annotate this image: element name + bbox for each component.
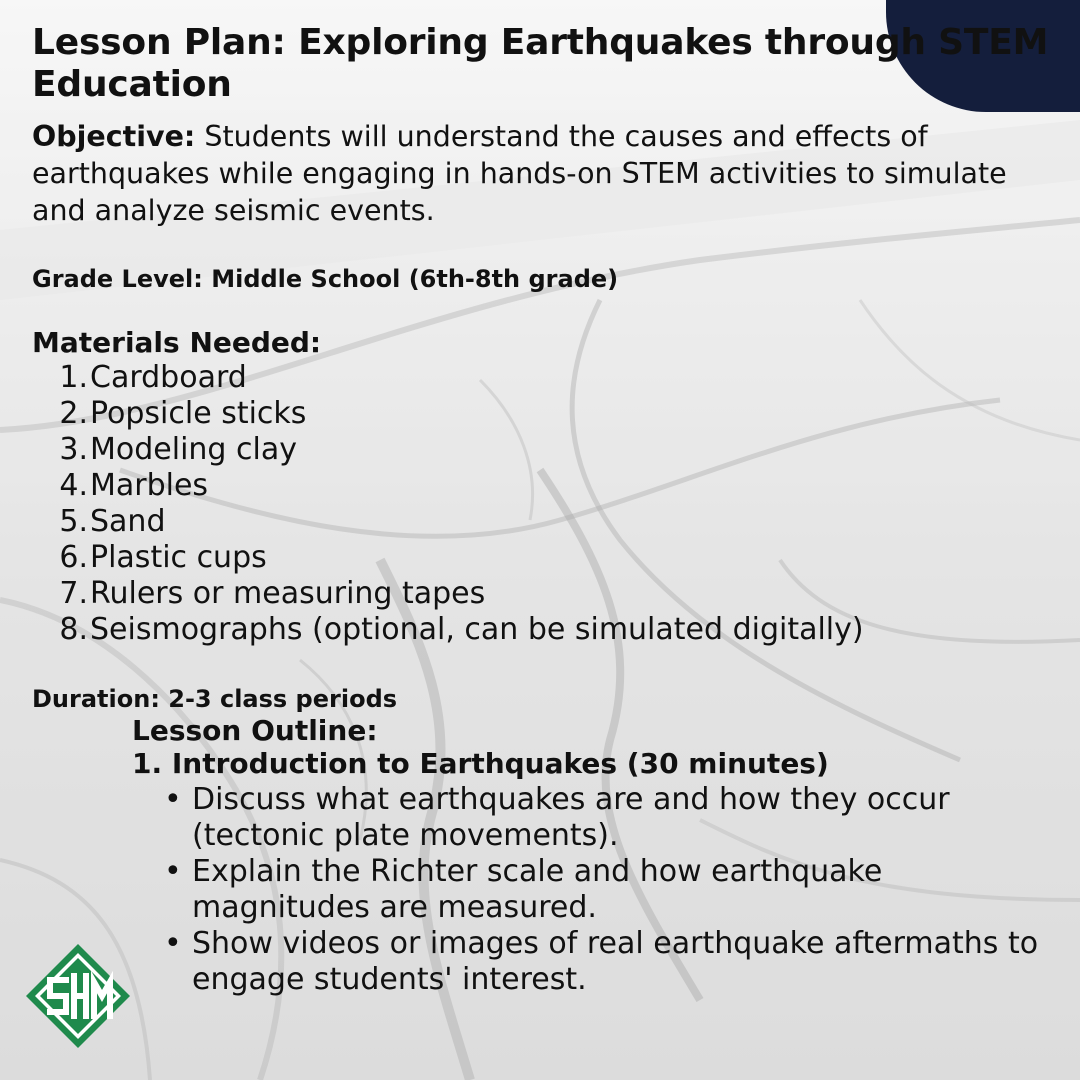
bullet-icon: •	[164, 854, 182, 889]
list-item	[32, 540, 1062, 576]
list-number: 3.	[59, 432, 88, 467]
list-item	[132, 782, 1062, 854]
logo-diamond-icon	[22, 940, 134, 1052]
list-item	[32, 504, 1062, 540]
grade-level: Grade Level: Middle School (6th-8th grade)	[32, 265, 619, 293]
material-label: Cardboard	[90, 360, 247, 395]
list-item	[32, 468, 1062, 504]
materials-list	[32, 360, 1062, 648]
list-number: 4.	[59, 468, 88, 503]
objective-label: Objective:	[32, 120, 196, 153]
material-label: Marbles	[90, 468, 209, 503]
list-number: 8.	[59, 612, 88, 647]
objective-text: Students will understand the causes and effects of earthquakes while engaging in hands-on STEM activities to simulate and analyze seismic events.	[32, 120, 1007, 227]
duration: Duration: 2-3 class periods	[32, 685, 398, 713]
section-title: 1. Introduction to Earthquakes (30 minutes)	[132, 747, 829, 780]
bullet-text: Show videos or images of real earthquake aftermaths to engage students' interest.	[192, 926, 1039, 997]
outline-heading: Lesson Outline:	[132, 714, 378, 747]
list-item	[132, 854, 1062, 926]
bullet-text: Explain the Richter scale and how earthquake magnitudes are measured.	[192, 854, 883, 925]
list-item	[32, 612, 1062, 648]
material-label: Plastic cups	[90, 540, 267, 575]
material-label: Popsicle sticks	[90, 396, 307, 431]
material-label: Rulers or measuring tapes	[90, 576, 486, 611]
list-number: 7.	[59, 576, 88, 611]
list-number: 6.	[59, 540, 88, 575]
objective-paragraph	[32, 118, 1062, 229]
list-item	[32, 576, 1062, 612]
bullet-icon: •	[164, 926, 182, 961]
shm-logo	[22, 940, 134, 1052]
lesson-outline	[132, 714, 1062, 998]
bullet-text: Discuss what earthquakes are and how they occur (tectonic plate movements).	[192, 782, 950, 853]
material-label: Modeling clay	[90, 432, 297, 467]
list-number: 5.	[59, 504, 88, 539]
bullet-list	[132, 782, 1062, 998]
material-label: Seismographs (optional, can be simulated digitally)	[90, 612, 864, 647]
lesson-plan-content	[32, 22, 1062, 998]
list-item	[32, 396, 1062, 432]
list-number: 2.	[59, 396, 88, 431]
material-label: Sand	[90, 504, 166, 539]
list-number: 1.	[59, 360, 88, 395]
list-item	[32, 432, 1062, 468]
bullet-icon: •	[164, 782, 182, 817]
materials-heading: Materials Needed:	[32, 326, 322, 359]
list-item	[132, 926, 1062, 998]
page-title: Lesson Plan: Exploring Earthquakes through STEM Education	[32, 22, 1049, 105]
list-item	[32, 360, 1062, 396]
